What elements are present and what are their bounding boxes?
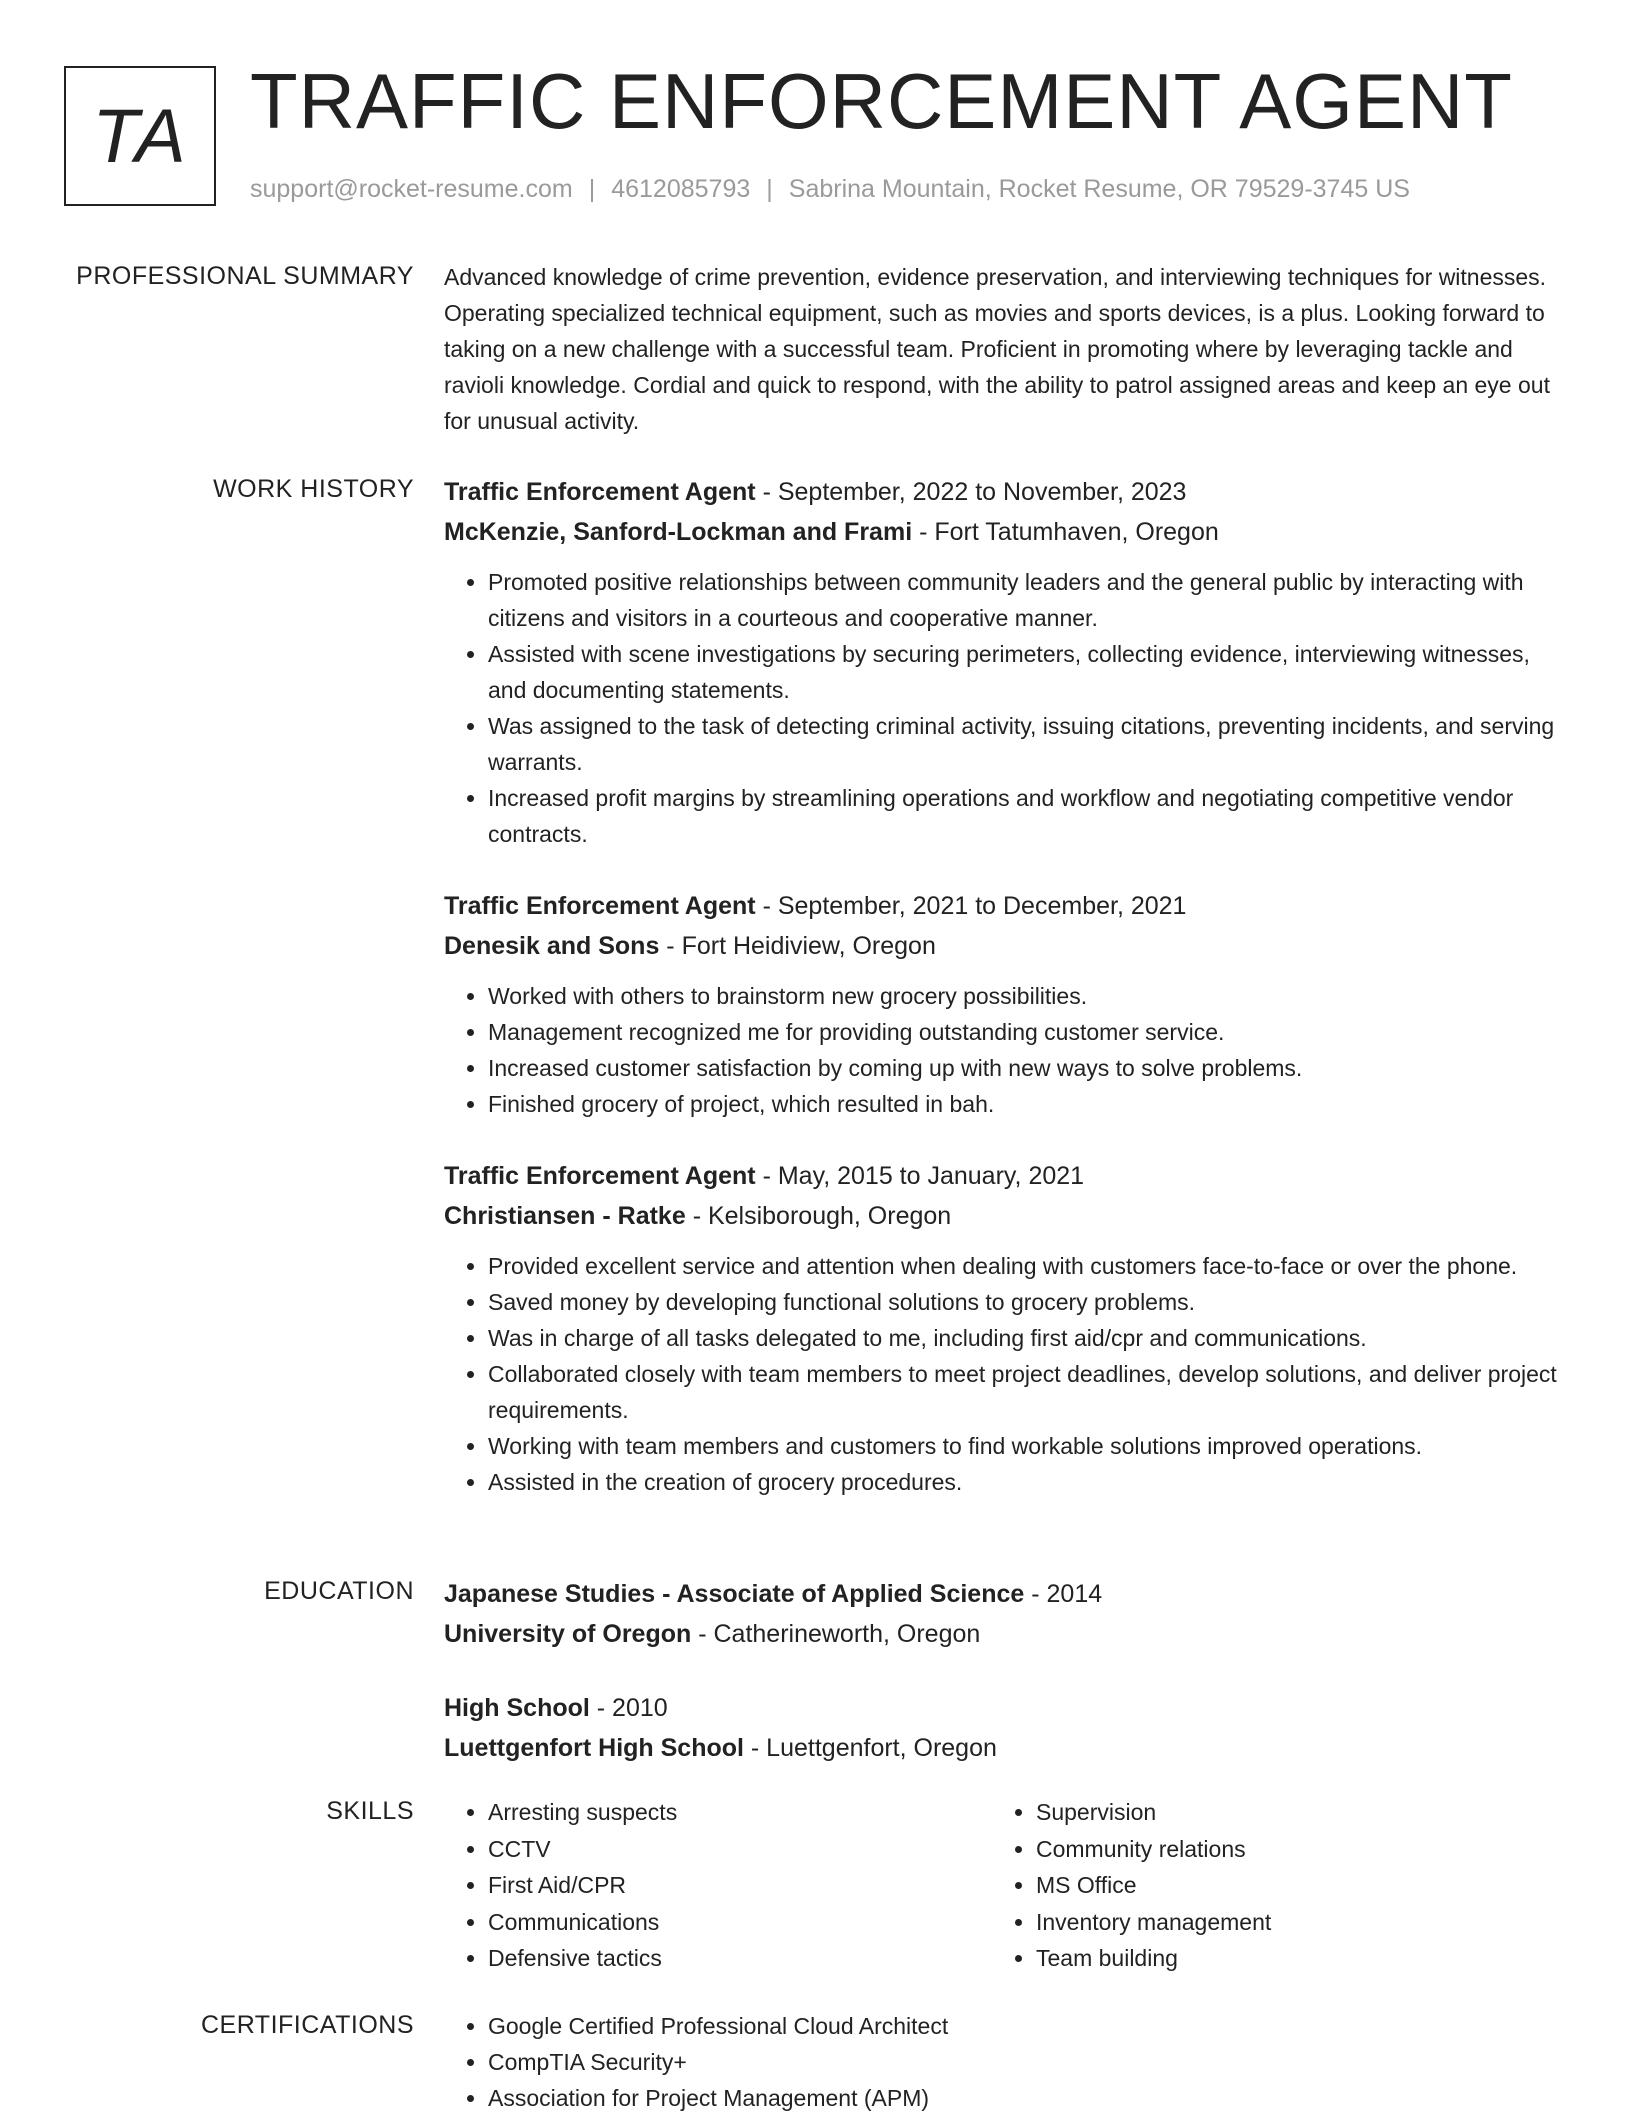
job-location: - Fort Tatumhaven, Oregon	[912, 518, 1219, 546]
skill-item: • Defensive tactics	[488, 1940, 992, 1977]
job-bullet: • Management recognized me for providing outstanding customer service.	[488, 1014, 1564, 1050]
job-bullet: • Increased profit margins by streamlining operations and workflow and negotiating competitive vendor contracts.	[488, 780, 1564, 852]
job-bullet: • Provided excellent service and attention when dealing with customers face-to-face or over the phone.	[488, 1248, 1564, 1284]
job-dates: - September, 2022 to November, 2023	[755, 478, 1187, 506]
job-dates: - September, 2021 to December, 2021	[755, 892, 1187, 920]
job-bullet: • Finished grocery of project, which resulted in bah.	[488, 1086, 1564, 1122]
monogram-box	[64, 66, 216, 206]
job-bullets	[444, 1248, 1564, 1500]
education-school: University of Oregon	[444, 1620, 692, 1648]
job-bullet: • Saved money by developing functional solutions to grocery problems.	[488, 1284, 1564, 1320]
job-bullet: • Was in charge of all tasks delegated to me, including first aid/cpr and communications.	[488, 1320, 1564, 1356]
job-company: McKenzie, Sanford-Lockman and Frami	[444, 518, 913, 546]
education-entry	[444, 1574, 1564, 1654]
education-entry	[444, 1688, 1564, 1768]
skill-item: • MS Office	[1036, 1867, 1540, 1904]
education-degree: Japanese Studies - Associate of Applied Science	[444, 1580, 1025, 1608]
contact-separator: |	[766, 175, 773, 203]
education-degree: High School	[444, 1694, 590, 1722]
education-school: Luettgenfort High School	[444, 1734, 744, 1762]
education-degree-line	[444, 1574, 1564, 1614]
education-year: - 2014	[1024, 1580, 1103, 1608]
job-title: Traffic Enforcement Agent	[444, 1162, 756, 1190]
skills-grid	[444, 1794, 1564, 1977]
skill-item: • First Aid/CPR	[488, 1867, 992, 1904]
job-company-line	[444, 1196, 1564, 1236]
certifications-list	[444, 2008, 1564, 2116]
education-degree-line	[444, 1688, 1564, 1728]
resume-name: TRAFFIC ENFORCEMENT AGENT	[250, 57, 1513, 145]
job-title: Traffic Enforcement Agent	[444, 478, 756, 506]
education-location: - Luettgenfort, Oregon	[743, 1734, 997, 1762]
job-bullet: • Collaborated closely with team members to meet project deadlines, develop solutions, and deliver project requirements.	[488, 1356, 1564, 1428]
job-company-line	[444, 926, 1564, 966]
job-location: - Fort Heidiview, Oregon	[659, 932, 936, 960]
skill-item: • Community relations	[1036, 1831, 1540, 1868]
contact-address: Sabrina Mountain, Rocket Resume, OR 79529-3745 US	[788, 175, 1410, 203]
skill-item: • Communications	[488, 1904, 992, 1941]
certification-item: • Association for Project Management (APM)	[488, 2080, 1564, 2116]
job-entry	[444, 472, 1564, 852]
section-heading-education: EDUCATION	[264, 1577, 414, 1605]
contact-separator: |	[588, 175, 596, 203]
job-bullet: • Assisted with scene investigations by securing perimeters, collecting evidence, interviewing witnesses, and documenting statements.	[488, 636, 1564, 708]
monogram-initials: TA	[92, 93, 188, 179]
job-bullet: • Worked with others to brainstorm new grocery possibilities.	[488, 978, 1564, 1014]
skill-item: • Supervision	[1036, 1794, 1540, 1831]
job-title: Traffic Enforcement Agent	[444, 892, 756, 920]
job-location: - Kelsiborough, Oregon	[685, 1202, 952, 1230]
job-title-line	[444, 886, 1564, 926]
job-bullet: • Promoted positive relationships between community leaders and the general public by interacting with citizens and visitors in a courteous and cooperative manner.	[488, 564, 1564, 636]
skill-item: • CCTV	[488, 1831, 992, 1868]
job-entry	[444, 886, 1564, 1122]
job-title-line	[444, 1156, 1564, 1196]
job-company: Christiansen - Ratke	[444, 1202, 686, 1230]
job-title-line	[444, 472, 1564, 512]
job-entry	[444, 1156, 1564, 1500]
skills-list-left	[444, 1794, 992, 1977]
certification-item: • Google Certified Professional Cloud Architect	[488, 2008, 1564, 2044]
job-dates: - May, 2015 to January, 2021	[755, 1162, 1085, 1190]
education-school-line	[444, 1614, 1564, 1654]
job-bullet: • Increased customer satisfaction by coming up with new ways to solve problems.	[488, 1050, 1564, 1086]
skill-item: • Team building	[1036, 1940, 1540, 1977]
skill-item: • Arresting suspects	[488, 1794, 992, 1831]
education-year: - 2010	[589, 1694, 668, 1722]
skill-item: • Inventory management	[1036, 1904, 1540, 1941]
education-location: - Catherineworth, Oregon	[691, 1620, 981, 1648]
job-bullets	[444, 564, 1564, 852]
job-company: Denesik and Sons	[444, 932, 660, 960]
skills-list-right	[992, 1794, 1540, 1977]
job-bullet: • Working with team members and customers to find workable solutions improved operations.	[488, 1428, 1564, 1464]
section-heading-certifications: CERTIFICATIONS	[200, 2011, 414, 2039]
job-bullets	[444, 978, 1564, 1122]
section-heading-summary: PROFESSIONAL SUMMARY	[76, 262, 414, 290]
job-company-line	[444, 512, 1564, 552]
contact-line	[250, 172, 1410, 206]
section-heading-skills: SKILLS	[326, 1797, 414, 1825]
job-bullet: • Assisted in the creation of grocery procedures.	[488, 1464, 1564, 1500]
section-heading-work-history: WORK HISTORY	[213, 475, 414, 503]
summary-text: Advanced knowledge of crime prevention, evidence preservation, and interviewing techniques for witnesses. Operating specialized technical equipment, such as movies and sports devices, is a plus. Looking forward to taking on a new challenge with a successful team. Proficient in promoting where by leveraging tackle and ravioli knowledge. Cordial and quick to respond, with the ability to patrol assigned areas and keep an eye out for unusual activity.	[444, 264, 1550, 434]
certification-item: • CompTIA Security+	[488, 2044, 1564, 2080]
job-bullet: • Was assigned to the task of detecting criminal activity, issuing citations, preventing incidents, and serving warrants.	[488, 708, 1564, 780]
contact-email[interactable]: support@rocket-resume.com	[250, 175, 573, 203]
contact-phone[interactable]: 4612085793	[611, 175, 751, 203]
education-school-line	[444, 1728, 1564, 1768]
